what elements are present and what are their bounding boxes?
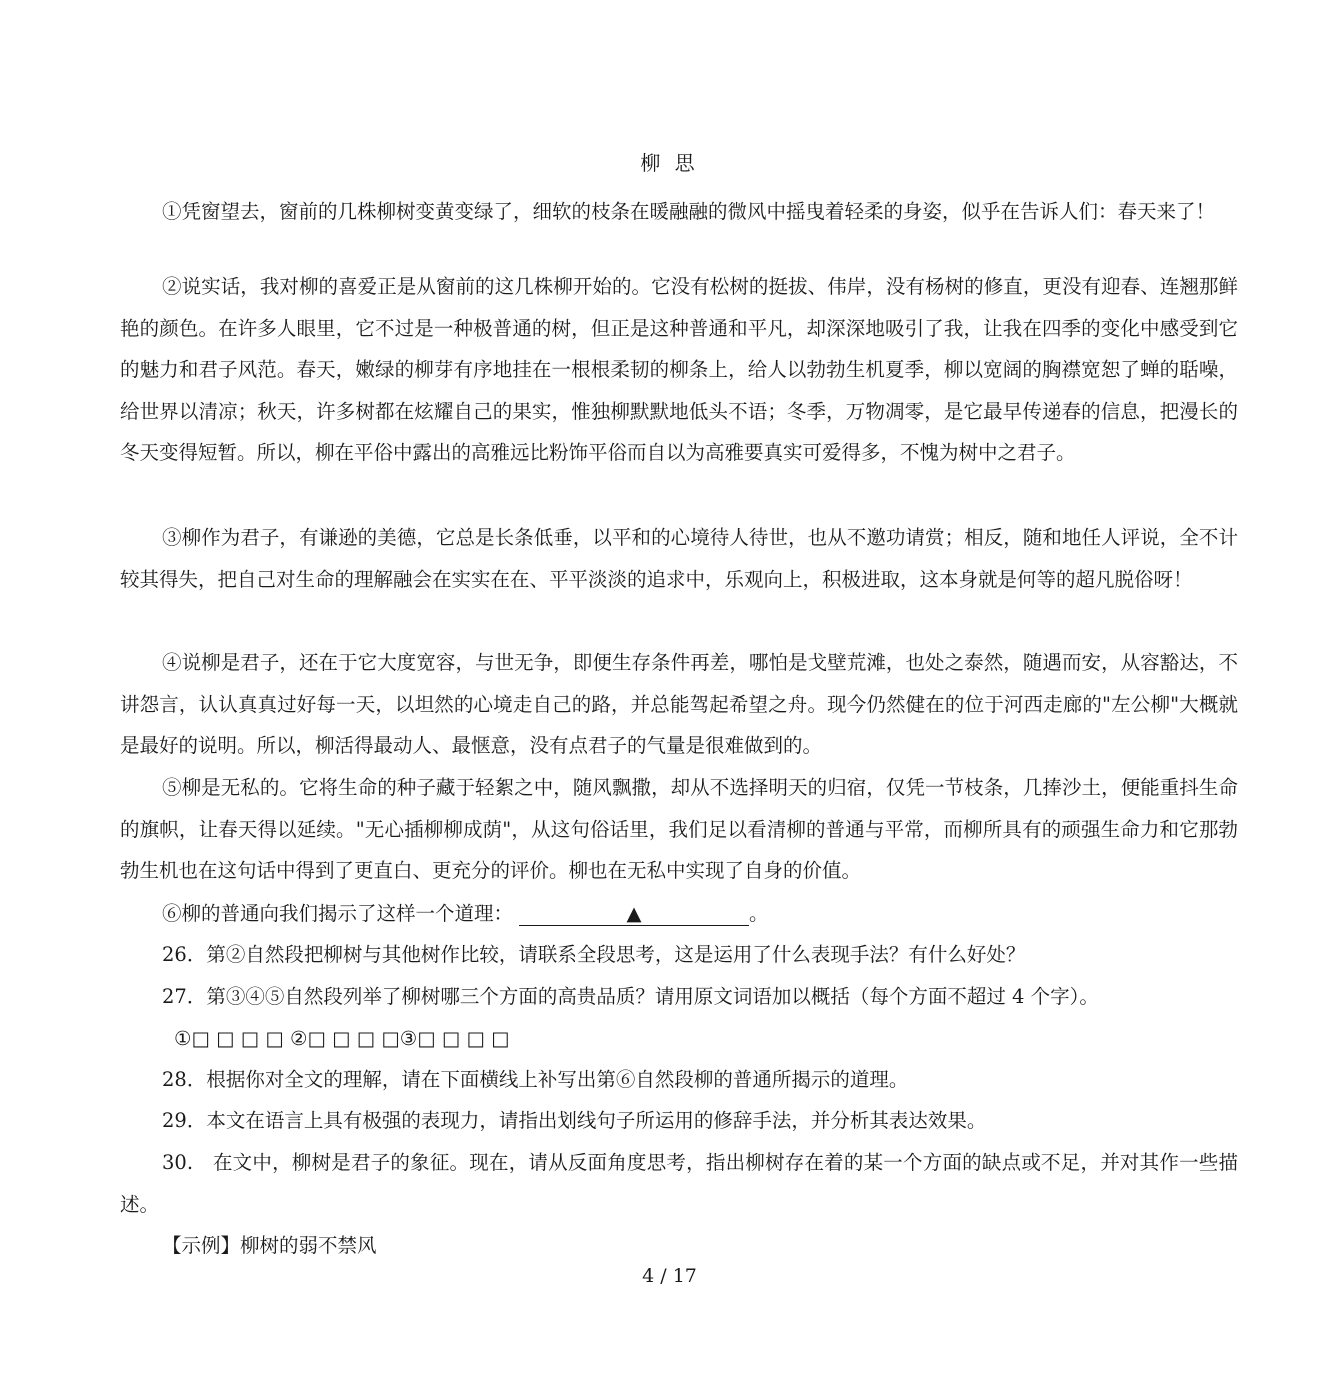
paragraph-6 <box>120 893 1238 935</box>
answer-blank <box>519 903 749 926</box>
example-line: 【示例】柳树的弱不禁风 <box>162 1234 377 1257</box>
question-26: 26．第②自然段把柳树与其他树作比较，请联系全段思考，这是运用了什么表现手法？有什么好处？ <box>162 943 1026 966</box>
question-27: 27．第③④⑤自然段列举了柳树哪三个方面的高贵品质？请用原文词语加以概括（每个方面不超过 4 个字）。 <box>162 985 1099 1008</box>
paragraph-6-end: 。 <box>749 902 769 925</box>
page-number: 4 / 17 <box>642 1265 697 1287</box>
paragraph-6-text: ⑥柳的普通向我们揭示了这样一个道理： <box>162 902 514 925</box>
paragraph-4: ④说柳是君子，还在于它大度宽容，与世无争，即便生存条件再差，哪怕是戈壁荒滩，也处之泰然，随遇而安，从容豁达，不讲怨言，认认真真过好每一天，以坦然的心境走自己的路，并总能驾起希望之舟。现今仍然健在的位于河西走廊的"左公柳"大概就是最好的说明。所以，柳活得最动人、最惬意，没有点君子的气量是很难做到的。 <box>120 651 1238 757</box>
question-30: 30. 在文中，柳树是君子的象征。现在，请从反面角度思考，指出柳树存在着的某一个方面的缺点或不足，并对其作一些描述。 <box>120 1151 1238 1216</box>
paragraph-5: ⑤柳是无私的。它将生命的种子藏于轻絮之中，随风飘撒，却从不选择明天的归宿，仅凭一节枝条，几捧沙土，便能重抖生命的旗帜，让春天得以延续。"无心插柳柳成荫"，从这句俗话里，我们足以看清柳的普通与平常，而柳所具有的顽强生命力和它那勃勃生机也在这句话中得到了更直白、更充分的评价。柳也在无私中实现了自身的价值。 <box>120 776 1238 882</box>
paragraph-2: ②说实话，我对柳的喜爱正是从窗前的这几株柳开始的。它没有松树的挺拔、伟岸，没有杨树的修直，更没有迎春、连翘那鲜艳的颜色。在许多人眼里，它不过是一种极普通的树，但正是这种普通和平凡，却深深地吸引了我，让我在四季的变化中感受到它的魅力和君子风范。春天，嫩绿的柳芽有序地挂在一根根柔韧的柳条上，给人以勃勃生机夏季，柳以宽阔的胸襟宽恕了蝉的聒噪，给世界以清凉；秋天，许多树都在炫耀自己的果实，惟独柳默默地低头不语；冬季，万物凋零，是它最早传递春的信息，把漫长的冬天变得短暂。所以，柳在平俗中露出的高雅远比粉饰平俗而自以为高雅要真实可爱得多，不愧为树中之君子。 <box>120 275 1238 464</box>
triangle-marker-icon: ▲ <box>626 902 642 925</box>
paragraph-1: ①凭窗望去，窗前的几株柳树变黄变绿了，细软的枝条在暖融融的微风中摇曳着轻柔的身姿，似乎在告诉人们：春天来了！ <box>162 200 1216 223</box>
question-29: 29．本文在语言上具有极强的表现力，请指出划线句子所运用的修辞手法，并分析其表达效果。 <box>162 1109 987 1132</box>
question-27-answer-boxes: ①□ □ □ □ ②□ □ □ □③□ □ □ □ <box>174 1027 510 1050</box>
article-title: 柳 思 <box>640 151 699 175</box>
question-28: 28．根据你对全文的理解，请在下面横线上补写出第⑥自然段柳的普通所揭示的道理。 <box>162 1068 909 1091</box>
paragraph-3: ③柳作为君子，有谦逊的美德，它总是长条低垂，以平和的心境待人待世，也从不邀功请赏；相反，随和地任人评说，全不计较其得失，把自己对生命的理解融会在实实在在、平平淡淡的追求中，乐观向上，积极进取，这本身就是何等的超凡脱俗呀！ <box>120 526 1238 591</box>
